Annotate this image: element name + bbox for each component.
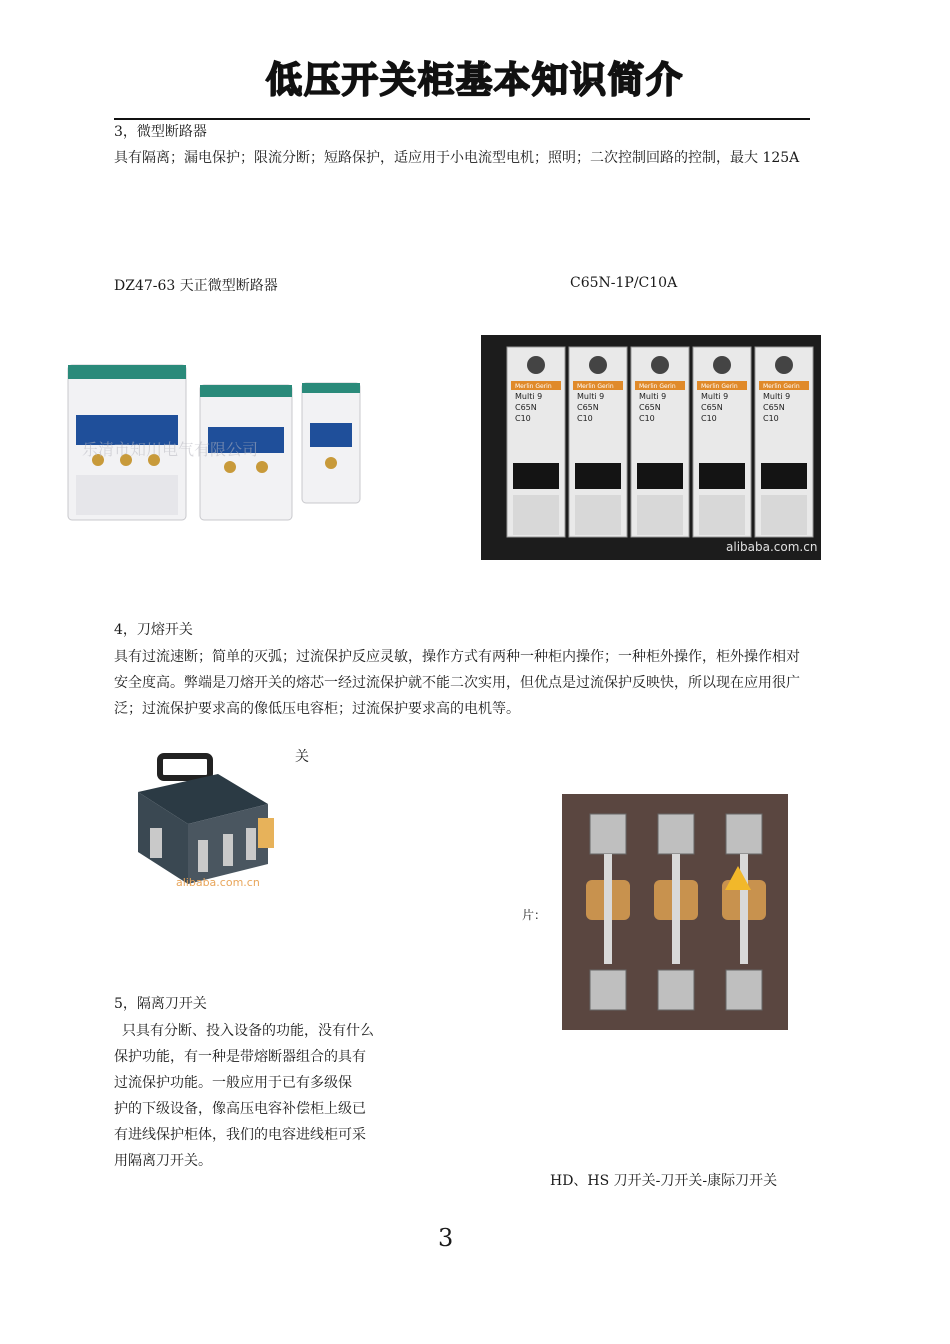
section-5-side-fragment: 片：: [522, 908, 547, 922]
c65n-label: C10: [701, 414, 717, 423]
section-5-body-line: 有进线保护柜体，我们的电容进线柜可采: [114, 1127, 366, 1143]
section-5-caption: HD、HS 刀开关-刀开关-康际刀开关: [550, 1173, 778, 1189]
c65n-label: Multi 9: [515, 392, 543, 401]
page-title: 低压开关柜基本知识简介: [265, 60, 684, 101]
breaker-1p: [302, 383, 360, 503]
c65n-label: Merlin Gerin: [515, 383, 552, 390]
section-5-heading: 5，隔离刀开关: [114, 996, 207, 1012]
section-3-heading: 3，微型断路器: [114, 124, 207, 140]
c65n-unit: [755, 347, 813, 537]
c65n-label: C65N: [639, 403, 661, 412]
c65n-label: C10: [763, 414, 779, 423]
c65n-unit: [507, 347, 565, 537]
section-3-body: 具有隔离；漏电保护；限流分断；短路保护，适应用于小电流型电机；照明；二次控制回路的控制，最大 125A: [114, 150, 800, 166]
section-5-body-line: 过流保护功能。一般应用于已有多级保: [114, 1075, 352, 1091]
c65n-label: C10: [515, 414, 531, 423]
c65n-label: C65N: [515, 403, 537, 412]
section-5-body-line: 保护功能，有一种是带熔断器组合的具有: [114, 1049, 366, 1065]
c65n-label: Merlin Gerin: [701, 383, 738, 390]
knife-switch-photo: [520, 790, 795, 1035]
c65n-label: C65N: [701, 403, 723, 412]
section-4-heading: 4，刀熔开关: [114, 622, 193, 638]
c65n-label: C65N: [763, 403, 785, 412]
photo-watermark: 乐清市知川电气有限公司: [82, 440, 259, 459]
dz47-breaker-photo: [62, 345, 382, 525]
c65n-label: C10: [639, 414, 655, 423]
c65n-unit: [693, 347, 751, 537]
c65n-label: C10: [577, 414, 593, 423]
photo-watermark: alibaba.com.cn: [176, 876, 260, 889]
section-5-body-line: 护的下级设备，像高压电容补偿柜上级已: [114, 1101, 366, 1117]
photo-watermark: alibaba.com.cn: [726, 540, 818, 554]
fuse-switch-photo: [128, 752, 278, 892]
section-3-caption-left: DZ47-63 天正微型断路器: [114, 278, 278, 294]
c65n-breaker-photo: [481, 335, 821, 560]
section-5-body-line: 用隔离刀开关。: [114, 1153, 212, 1169]
section-4-body: 具有过流速断；简单的灭弧；过流保护反应灵敏，操作方式有两种一种柜内操作；一种柜外操作，柜外操作相对安全度高。弊端是刀熔开关的熔芯一经过流保护就不能二次实用，但优点是过流保护反映快，所以现在应用很广泛；过流保护要求高的像低压电容柜；过流保护要求高的电机等。: [114, 649, 800, 717]
c65n-label: Merlin Gerin: [763, 383, 800, 390]
c65n-label: Multi 9: [639, 392, 667, 401]
section-4-stray-fragment: 关: [295, 749, 309, 765]
c65n-label: Multi 9: [701, 392, 729, 401]
knife-pole: [586, 814, 630, 1010]
title-rule: [114, 118, 810, 120]
section-5-body: [114, 1018, 434, 1174]
c65n-label: Merlin Gerin: [577, 383, 614, 390]
section-5-body-line: 只具有分断、投入设备的功能，没有什么: [122, 1023, 374, 1039]
section-3-caption-right: C65N-1P/C10A: [570, 275, 678, 291]
c65n-label: Merlin Gerin: [639, 383, 676, 390]
c65n-label: Multi 9: [577, 392, 605, 401]
knife-pole: [722, 814, 766, 1010]
page-number: 3: [438, 1224, 454, 1252]
c65n-label: C65N: [577, 403, 599, 412]
c65n-label: Multi 9: [763, 392, 791, 401]
knife-pole: [654, 814, 698, 1010]
c65n-unit: [569, 347, 627, 537]
c65n-unit: [631, 347, 689, 537]
